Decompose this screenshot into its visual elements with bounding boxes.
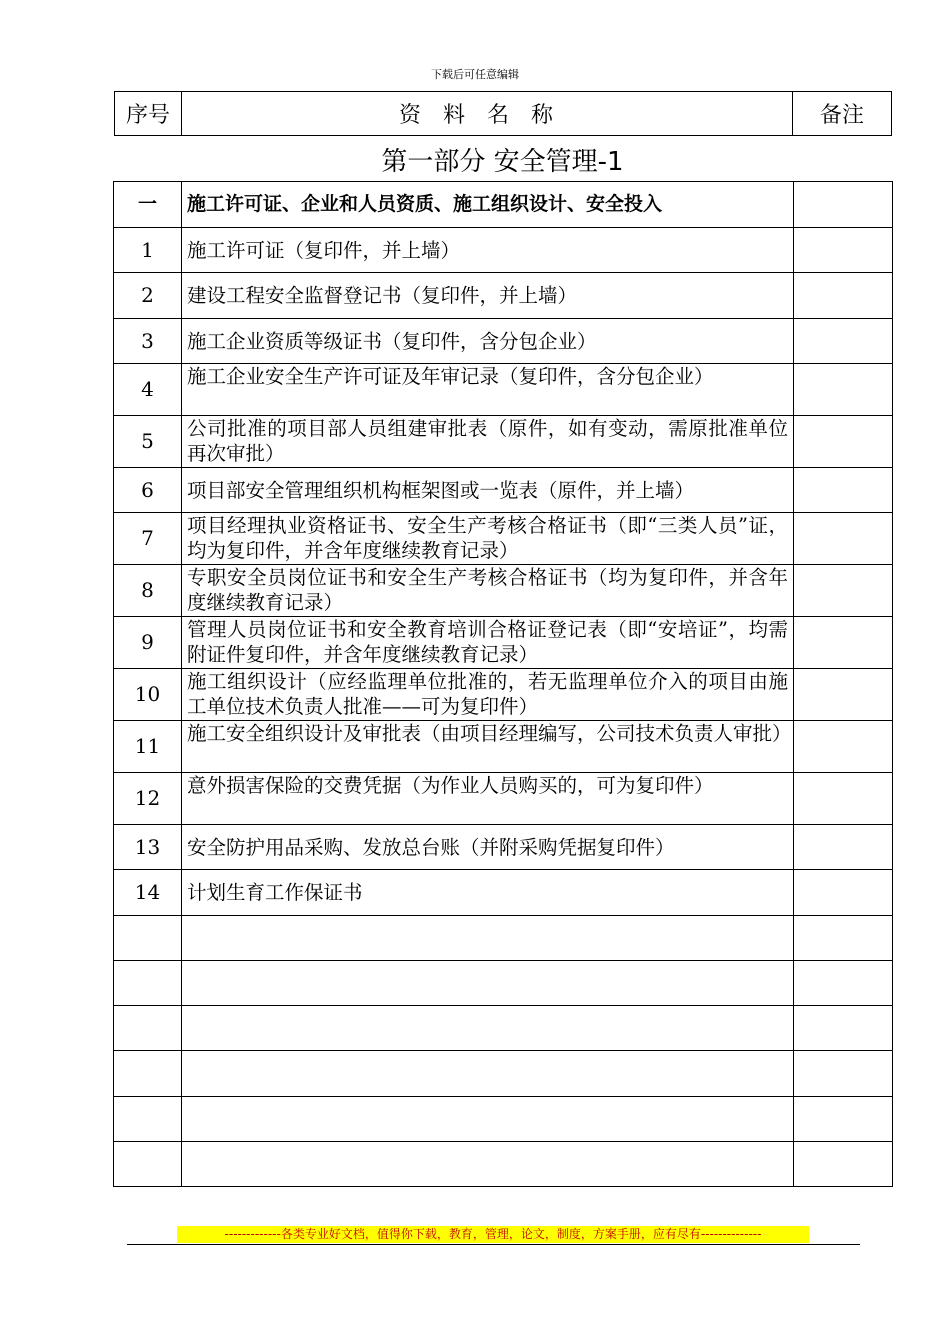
row-remark [794, 825, 893, 870]
row-number: 5 [114, 416, 182, 468]
row-remark [794, 617, 893, 669]
empty-row [114, 1006, 893, 1051]
row-remark [794, 565, 893, 617]
row-remark [794, 669, 893, 721]
empty-row [114, 961, 893, 1006]
table-row [114, 364, 893, 416]
row-remark [794, 416, 893, 468]
row-document-name: 安全防护用品采购、发放总台账（并附采购凭据复印件） [182, 825, 794, 870]
row-remark [794, 228, 893, 273]
header-serial-number: 序号 [115, 92, 182, 136]
empty-cell [794, 1142, 893, 1187]
row-document-name: 建设工程安全监督登记书（复印件，并上墙） [182, 273, 794, 319]
row-number: 12 [114, 773, 182, 825]
row-remark [794, 319, 893, 364]
row-number: 2 [114, 273, 182, 319]
empty-cell [114, 961, 182, 1006]
column-header-row [115, 92, 892, 136]
empty-cell [114, 1051, 182, 1097]
row-document-name: 计划生育工作保证书 [182, 870, 794, 916]
row-remark [794, 721, 893, 773]
empty-cell [182, 1051, 794, 1097]
empty-row [114, 1142, 893, 1187]
empty-cell [794, 1097, 893, 1142]
row-remark [794, 364, 893, 416]
row-number: 3 [114, 319, 182, 364]
row-number: 8 [114, 565, 182, 617]
row-number: 7 [114, 513, 182, 565]
group-row [114, 182, 893, 228]
row-number: 9 [114, 617, 182, 669]
group-number: 一 [114, 182, 182, 228]
row-document-name: 管理人员岗位证书和安全教育培训合格证登记表（即“安培证”，均需附证件复印件，并含年度继续教育记录） [182, 617, 794, 669]
row-document-name: 施工安全组织设计及审批表（由项目经理编写，公司技术负责人审批） [182, 721, 794, 773]
table-row [114, 617, 893, 669]
row-number: 10 [114, 669, 182, 721]
table-row [114, 319, 893, 364]
empty-cell [114, 1142, 182, 1187]
empty-row [114, 1097, 893, 1142]
row-document-name: 项目经理执业资格证书、安全生产考核合格证书（即“三类人员”证，均为复印件，并含年度继续教育记录） [182, 513, 794, 565]
table-row [114, 468, 893, 513]
empty-cell [182, 1097, 794, 1142]
empty-row [114, 1051, 893, 1097]
row-remark [794, 468, 893, 513]
row-document-name: 专职安全员岗位证书和安全生产考核合格证书（均为复印件，并含年度继续教育记录） [182, 565, 794, 617]
table-row [114, 773, 893, 825]
row-document-name: 施工许可证（复印件，并上墙） [182, 228, 794, 273]
empty-cell [182, 916, 794, 961]
header-document-name: 资料名称 [182, 92, 793, 136]
table-row [114, 565, 893, 617]
row-number: 1 [114, 228, 182, 273]
table-row [114, 228, 893, 273]
header-remark: 备注 [793, 92, 892, 136]
row-number: 13 [114, 825, 182, 870]
row-remark [794, 273, 893, 319]
table-row [114, 870, 893, 916]
table-row [114, 669, 893, 721]
table-row [114, 513, 893, 565]
download-note: 下载后可任意编辑 [431, 68, 519, 81]
empty-cell [182, 1006, 794, 1051]
footer-promo-note: -------------各类专业好文档，值得你下载，教育，管理，论文，制度，方案手册，应有尽有-------------- [177, 1226, 809, 1243]
empty-cell [794, 1051, 893, 1097]
empty-cell [114, 916, 182, 961]
row-number: 6 [114, 468, 182, 513]
group-name: 施工许可证、企业和人员资质、施工组织设计、安全投入 [182, 182, 794, 228]
row-number: 14 [114, 870, 182, 916]
document-list-table [113, 181, 893, 1187]
table-row [114, 825, 893, 870]
row-document-name: 意外损害保险的交费凭据（为作业人员购买的，可为复印件） [182, 773, 794, 825]
section-title: 第一部分 安全管理-1 [381, 147, 624, 177]
empty-cell [794, 961, 893, 1006]
empty-cell [794, 916, 893, 961]
empty-cell [114, 1097, 182, 1142]
column-header-table [114, 91, 892, 136]
group-remark [794, 182, 893, 228]
row-remark [794, 513, 893, 565]
table-row [114, 273, 893, 319]
empty-cell [114, 1006, 182, 1051]
row-document-name: 施工企业安全生产许可证及年审记录（复印件，含分包企业） [182, 364, 794, 416]
empty-cell [182, 1142, 794, 1187]
row-number: 4 [114, 364, 182, 416]
row-document-name: 施工组织设计（应经监理单位批准的，若无监理单位介入的项目由施工单位技术负责人批准——可为复印件） [182, 669, 794, 721]
row-document-name: 公司批准的项目部人员组建审批表（原件，如有变动，需原批准单位再次审批） [182, 416, 794, 468]
table-row [114, 721, 893, 773]
row-number: 11 [114, 721, 182, 773]
empty-row [114, 916, 893, 961]
empty-cell [794, 1006, 893, 1051]
row-remark [794, 870, 893, 916]
row-document-name: 施工企业资质等级证书（复印件，含分包企业） [182, 319, 794, 364]
table-row [114, 416, 893, 468]
row-remark [794, 773, 893, 825]
empty-cell [182, 961, 794, 1006]
row-document-name: 项目部安全管理组织机构框架图或一览表（原件，并上墙） [182, 468, 794, 513]
footer-divider [127, 1244, 860, 1245]
